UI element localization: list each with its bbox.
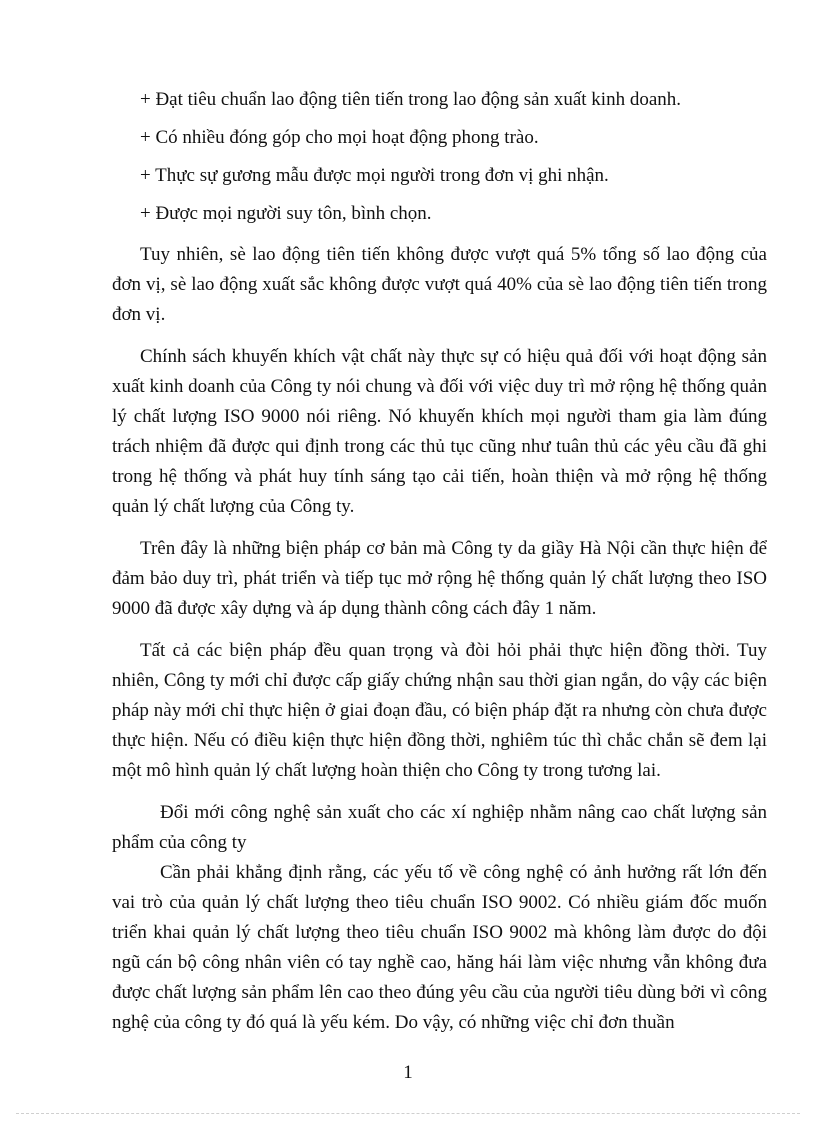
page-number: 1 — [403, 1062, 413, 1083]
bullet-item: + Được mọi người suy tôn, bình chọn. — [140, 203, 432, 224]
paragraph: Tuy nhiên, sè lao động tiên tiến không được vượt quá 5% tổng số lao động của đơn vị, sè lao động xuất sắc không được vượt quá 40% của sè lao động tiên tiến trong đơn vị. — [112, 244, 767, 325]
paragraph: Tất cả các biện pháp đều quan trọng và đòi hỏi phải thực hiện đồng thời. Tuy nhiên, Công ty mới chỉ được cấp giấy chứng nhận sau thời gian ngắn, do vậy các biện pháp này mới chỉ thực hiện ở giai đoạn đầu, có biện pháp đặt ra nhưng còn chưa được thực hiện. Nếu có điều kiện thực hiện đồng thời, nghiêm túc thì chắc chắn sẽ đem lại một mô hình quản lý chất lượng hoàn thiện cho Công ty trong tương lai. — [112, 640, 767, 781]
paragraph: Chính sách khuyến khích vật chất này thực sự có hiệu quả đối với hoạt động sản xuất kinh doanh của Công ty nói chung và đối với việc duy trì mở rộng hệ thống quản lý chất lượng ISO 9000 nói riêng. Nó khuyến khích mọi người tham gia làm đúng trách nhiệm đã được qui định trong các thủ tục cũng như tuân thủ các yêu cầu đã ghi trong hệ thống và phát huy tính sáng tạo cải tiến, hoàn thiện và mở rộng hệ thống quản lý chất lượng của Công ty. — [112, 346, 767, 517]
paragraph: Trên đây là những biện pháp cơ bản mà Công ty da giầy Hà Nội cần thực hiện để đảm bảo duy trì, phát triển và tiếp tục mở rộng hệ thống quản lý chất lượng theo ISO 9000 đã được xây dựng và áp dụng thành công cách đây 1 năm. — [112, 538, 767, 619]
page-body — [112, 88, 767, 1038]
bullet-item: + Có nhiều đóng góp cho mọi hoạt động phong trào. — [140, 127, 539, 148]
section-body: Cần phải khẳng định rằng, các yếu tố về công nghệ có ảnh hưởng rất lớn đến vai trò của quản lý chất lượng theo tiêu chuẩn ISO 9002. Có nhiều giám đốc muốn triển khai quản lý chất lượng theo tiêu chuẩn ISO 9002 mà không làm được do đội ngũ cán bộ công nhân viên có tay nghề cao, hăng hái làm việc nhưng vẫn không đưa được chất lượng sản phẩm lên cao theo đúng yêu cầu của người tiêu dùng bởi vì công nghệ của công ty đó quá là yếu kém. Do vậy, có những việc chỉ đơn thuần — [112, 862, 767, 1033]
page-bottom-divider — [16, 1113, 800, 1114]
section-heading: Đổi mới công nghệ sản xuất cho các xí nghiệp nhằm nâng cao chất lượng sản phẩm của công ty — [112, 802, 767, 853]
bullet-item: + Thực sự gương mẫu được mọi người trong đơn vị ghi nhận. — [140, 165, 609, 186]
bullet-item: + Đạt tiêu chuẩn lao động tiên tiến trong lao động sản xuất kinh doanh. — [140, 89, 682, 110]
